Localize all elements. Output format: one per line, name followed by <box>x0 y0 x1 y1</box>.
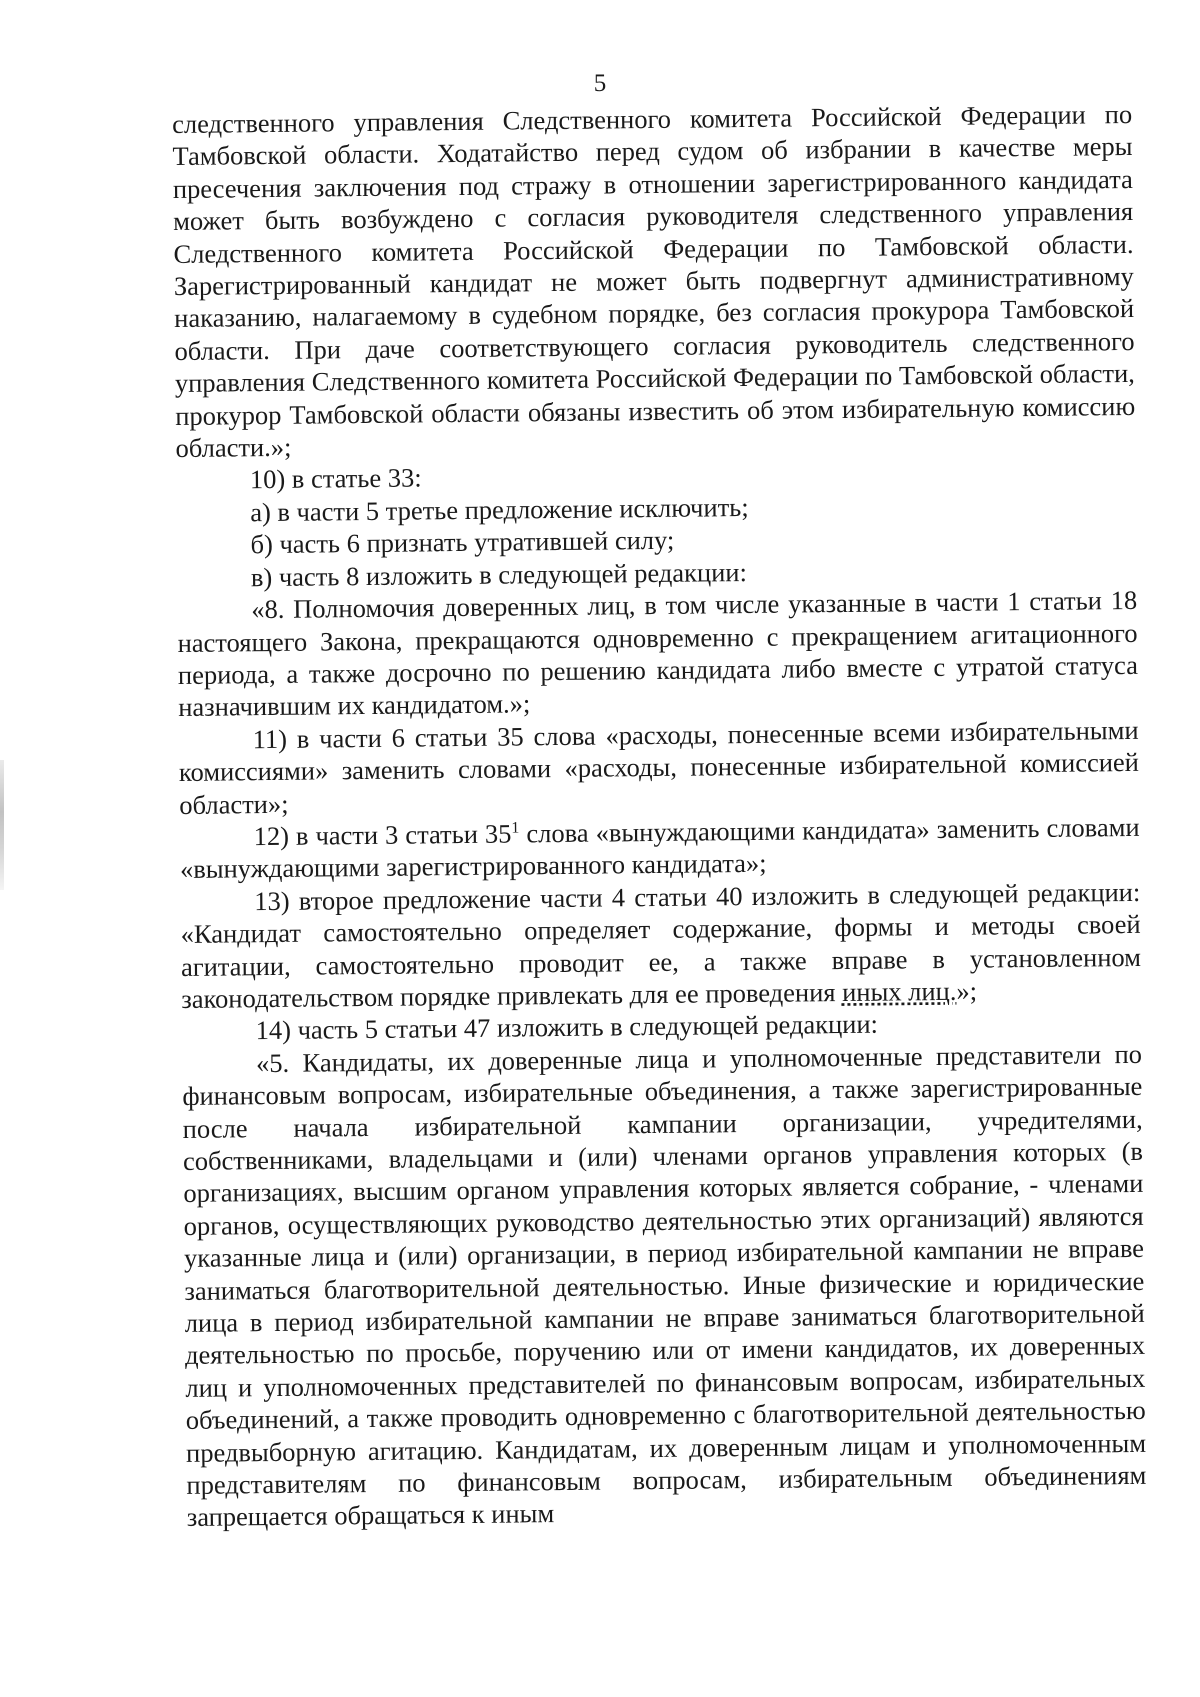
item-12-prefix: 12) в части 3 статьи 35 <box>253 818 512 852</box>
paragraph-item-12 <box>179 811 1140 886</box>
paragraph-item-10v: в) часть 8 изложить в следующей редакции: <box>250 556 748 592</box>
item-13-text: 13) второе предложение части 4 статьи 40 изложить в следующей редакции: «Кандидат самостоятельно определяет содержание, формы и методы своей агитации, самостоятельно проводит ее, а также вправе в установленном законодательством порядке привлекать для ее проведения <box>180 876 1142 1014</box>
paragraph-item-11: 11) в части 6 статьи 35 слова «расходы, понесенные всеми избирательными комиссиями» заменить словами «расходы, понесенные избирательной комиссией области»; <box>178 714 1140 820</box>
scan-edge-artifact <box>0 760 4 890</box>
paragraph-item-10b: б) часть 6 признать утратившей силу; <box>250 525 675 560</box>
paragraph-item-10a: а) в части 5 третье предложение исключить; <box>250 491 749 528</box>
item-13-underlined-text: иных лиц. <box>841 975 957 1007</box>
paragraph-item-13 <box>180 876 1141 1016</box>
paragraph-continuation: следственного управления Следственного комитета Российской Федерации по Тамбовской области. Ходатайство перед судом об избрании в качестве меры пресечения заключения под стражу в отношении зарегистрированного кандидата может быть возбуждено с согласия руководителя следственного управления Следственного комитета Российской Федерации по Тамбовской области. Зарегистрированный кандидат не может быть подвергнут административному наказанию, налагаемому в судебном порядке, без согласия прокурора Тамбовской области. При даче соответствующего согласия руководитель следственного управления Следственного комитета Российской Федерации по Тамбовской области, прокурор Тамбовской области обязаны известить об этом избирательную комиссию области.»; <box>172 98 1136 464</box>
item-12-superscript: 1 <box>511 819 520 837</box>
paragraph-quote-8: «8. Полномочия доверенных лиц, в том числе указанные в части 1 статьи 18 настоящего Закона, прекращаются одновременно с прекращением агитационного периода, а также досрочно по решению кандидата либо вместе с утратой статуса назначившим их кандидатом.»; <box>177 585 1139 723</box>
paragraph-item-10: 10) в статье 33: <box>249 462 422 495</box>
item-12-text: слова «вынуждающими кандидата» заменить словами «вынуждающими зарегистрированного кандидата»; <box>179 811 1140 885</box>
page-number: 5 <box>593 70 607 97</box>
paragraph-quote-5: «5. Кандидаты, их доверенные лица и уполномоченные представители по финансовым вопросам, избирательные объединения, а также зарегистрированные после начала избирательной кампании организации, учредителями, собственниками, владельцами и (или) членами органов управления которых (в организациях, высшим органом управления которых является собрание, - членами органов, осуществляющих руководство деятельностью этих организаций) являются указанные лица и (или) организации, в период избирательной кампании не вправе заниматься благотворительной деятельностью. Иные физические и юридические лица в период избирательной кампании не вправе заниматься благотворительной деятельностью по просьбе, поручению или от имени кандидатов, их доверенных лиц и уполномоченных представителей по финансовым вопросам, избирательных объединений, а также проводить одновременно с благотворительной деятельностью предвыборную агитацию. Кандидатам, их доверенным лицам и уполномоченным представителям по финансовым вопросам, избирательным объединениям запрещается обращаться к иным <box>182 1038 1147 1533</box>
paragraph-item-14: 14) часть 5 статьи 47 изложить в следующей редакции: <box>255 1009 879 1046</box>
item-13-closing: »; <box>956 975 978 1006</box>
document-body <box>172 98 1147 1534</box>
